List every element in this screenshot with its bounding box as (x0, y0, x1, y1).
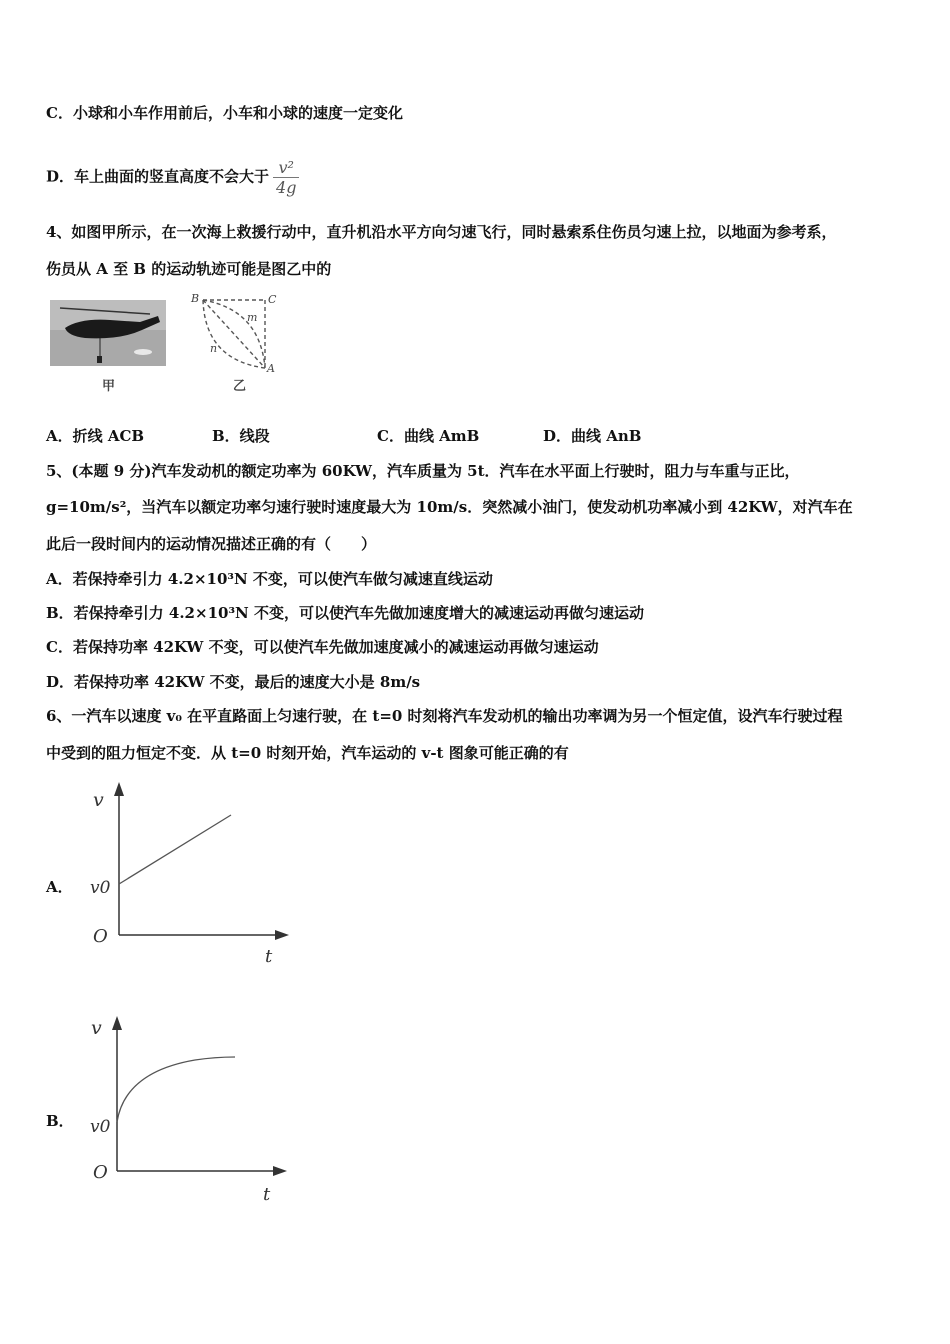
q4-option-c: C．曲线 AmB (377, 427, 480, 445)
helicopter-photo (50, 300, 166, 366)
fraction-numerator: v² (273, 158, 299, 178)
q5-option-c: C．若保持功率 42KW 不变，可以使汽车先做加速度减小的减速运动再做匀速运动 (46, 638, 599, 656)
origin-label: O (93, 926, 108, 947)
vt-graph-a (85, 778, 300, 970)
q5-option-d: D．若保持功率 42KW 不变，最后的速度大小是 8m/s (46, 673, 421, 691)
label-c: C (268, 293, 277, 306)
q6-graph-a-label: A． (46, 878, 73, 896)
t-axis-label: t (265, 946, 273, 967)
v0-label: v0 (90, 1117, 111, 1137)
fraction (273, 158, 299, 197)
q6-line1: 6、一汽车以速度 v₀ 在平直路面上匀速行驶，在 t=0 时刻将汽车发动机的输出功率调为另一个恒定值，设汽车行驶过程 (46, 707, 843, 725)
q3-option-d (46, 158, 299, 197)
trajectory-diagram (185, 290, 285, 380)
q4-line1: 4、如图甲所示，在一次海上救援行动中，直升机沿水平方向匀速飞行，同时悬索系住伤员匀速上拉，以地面为参考系， (46, 223, 837, 241)
q4-option-b: B．线段 (212, 427, 270, 445)
q5-line1: 5、(本题 9 分)汽车发动机的额定功率为 60KW，汽车质量为 5t．汽车在水平面上行驶时，阻力与车重与正比， (46, 462, 800, 480)
v0-label: v0 (90, 878, 111, 898)
q6-graph-b-label: B． (46, 1112, 74, 1130)
q4-option-a: A．折线 ACB (46, 427, 145, 445)
label-a: A (267, 362, 275, 375)
label-b: B (191, 292, 200, 305)
q5-option-a: A．若保持牵引力 4.2×10³N 不变，可以使汽车做匀减速直线运动 (46, 570, 493, 588)
q3-option-d-text: D．车上曲面的竖直高度不会大于 (46, 167, 270, 186)
label-m: m (247, 311, 258, 324)
q4-line2: 伤员从 A 至 B 的运动轨迹可能是图乙中的 (46, 260, 332, 278)
figure-caption-jia: 甲 (102, 379, 116, 394)
origin-label: O (93, 1162, 108, 1183)
line-series (119, 815, 231, 884)
label-n: n (210, 342, 218, 355)
fraction-denominator: 4g (276, 178, 297, 197)
figure-caption-yi: 乙 (233, 379, 247, 394)
q5-option-b: B．若保持牵引力 4.2×10³N 不变，可以使汽车先做加速度增大的减速运动再做匀速运动 (46, 604, 644, 622)
q4-option-d: D．曲线 AnB (543, 427, 642, 445)
vt-graph-b (85, 1012, 300, 1204)
v-axis-label: v (93, 789, 104, 811)
q5-line2: g=10m/s²，当汽车以额定功率匀速行驶时速度最大为 10m/s．突然减小油门，使发动机功率减小到 42KW，对汽车在 (46, 498, 853, 516)
curve-series (117, 1057, 235, 1122)
q5-line3: 此后一段时间内的运动情况描述正确的有（ ） (46, 535, 377, 553)
v-axis-label: v (91, 1017, 102, 1039)
q3-option-c: C．小球和小车作用前后，小车和小球的速度一定变化 (46, 104, 403, 122)
q6-line2: 中受到的阻力恒定不变．从 t=0 时刻开始，汽车运动的 v-t 图象可能正确的有 (46, 744, 569, 762)
t-axis-label: t (263, 1184, 271, 1204)
